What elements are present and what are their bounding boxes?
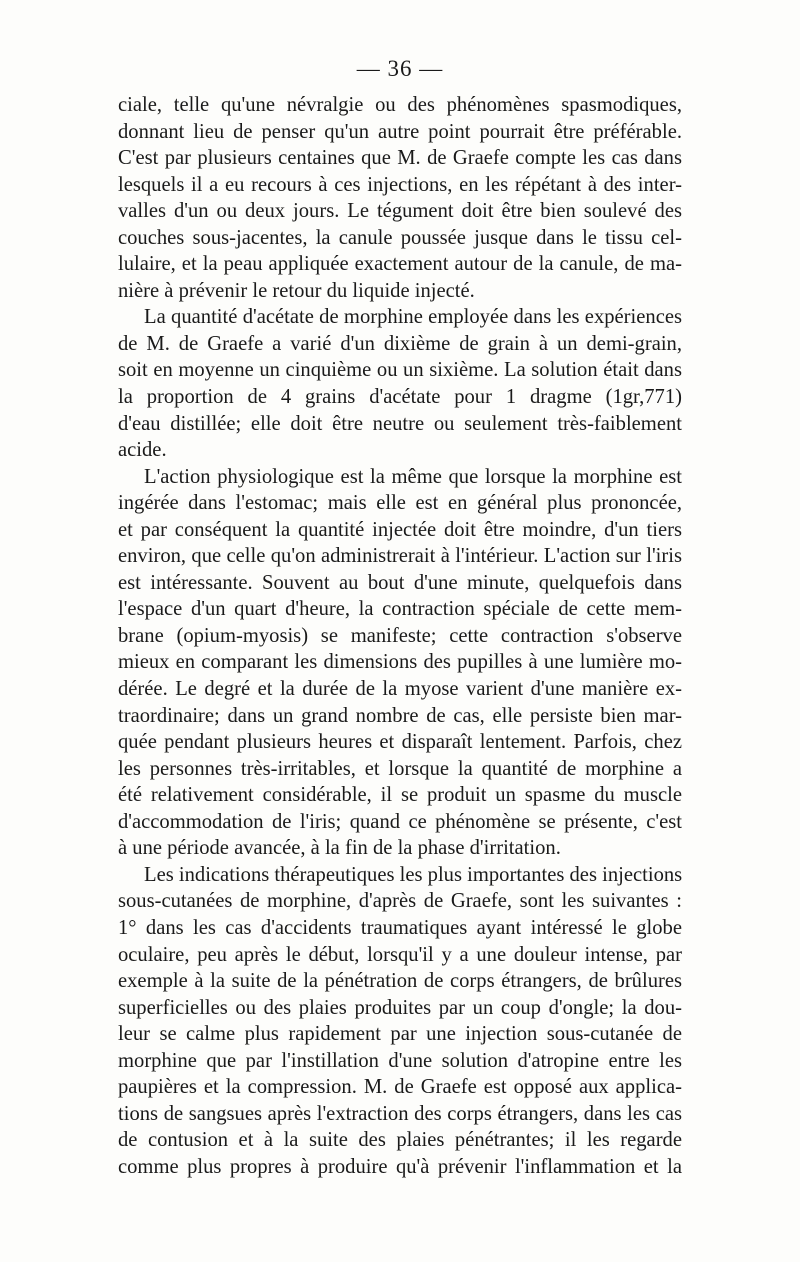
text-line: lesquels il a eu recours à ces injections, en les répétant à des inter- xyxy=(118,173,682,196)
text-line: traordinaire; dans un grand nombre de cas, elle persiste bien mar- xyxy=(118,704,682,727)
page-number: — 36 — xyxy=(356,56,444,81)
text-line: oculaire, peu après le début, lorsqu'il y a une douleur intense, par xyxy=(118,943,682,966)
text-line: C'est par plusieurs centaines que M. de Graefe compte les cas dans xyxy=(118,147,682,170)
paragraph xyxy=(118,464,682,862)
text-line: nière à prévenir le retour du liquide injecté. xyxy=(118,279,475,302)
text-line: de contusion et à la suite des plaies pénétrantes; il les regarde xyxy=(118,1129,682,1152)
text-line: quée pendant plusieurs heures et disparaît lentement. Parfois, chez xyxy=(118,731,682,754)
text-line: les personnes très-irritables, et lorsque la quantité de morphine a xyxy=(118,757,682,780)
text-line: 1° dans les cas d'accidents traumatiques ayant intéressé le globe xyxy=(118,916,682,939)
text-line: exemple à la suite de la pénétration de corps étrangers, de brûlures xyxy=(118,970,682,993)
body-text xyxy=(118,92,682,1180)
text-line: couches sous-jacentes, la canule poussée jusque dans le tissu cel- xyxy=(118,226,682,249)
text-line: L'action physiologique est la même que lorsque la morphine est xyxy=(144,465,682,488)
text-line: sous-cutanées de morphine, d'après de Graefe, sont les suivantes : xyxy=(118,890,682,913)
text-line: ciale, telle qu'une névralgie ou des phénomènes spasmodiques, xyxy=(118,94,682,116)
text-line: acide. xyxy=(118,439,167,462)
text-line: la proportion de 4 grains d'acétate pour 1 dragme (1gr,771) xyxy=(118,386,682,409)
text-line: et par conséquent la quantité injectée doit être moindre, d'un tiers xyxy=(118,518,682,541)
text-line: est intéressante. Souvent au bout d'une minute, quelquefois dans xyxy=(118,571,682,594)
text-line: leur se calme plus rapidement par une injection sous-cutanée de xyxy=(118,1023,682,1046)
paragraph xyxy=(118,92,682,304)
text-line: morphine que par l'instillation d'une solution d'atropine entre les xyxy=(118,1049,682,1072)
text-line: d'eau distillée; elle doit être neutre ou seulement très-faiblement xyxy=(118,412,682,435)
text-line: l'espace d'un quart d'heure, la contraction spéciale de cette mem- xyxy=(118,598,682,621)
text-line: paupières et la compression. M. de Graefe est opposé aux applica- xyxy=(118,1076,682,1099)
text-line: de M. de Graefe a varié d'un dixième de grain à un demi-grain, xyxy=(118,332,682,355)
text-line: ingérée dans l'estomac; mais elle est en général plus prononcée, xyxy=(118,492,682,515)
text-line: d'accommodation de l'iris; quand ce phénomène se présente, c'est xyxy=(118,810,682,833)
paragraph xyxy=(118,304,682,463)
text-line: Les indications thérapeutiques les plus importantes des injections xyxy=(144,863,682,886)
text-line: superficielles ou des plaies produites par un coup d'ongle; la dou- xyxy=(118,996,682,1019)
text-line: brane (opium-myosis) se manifeste; cette contraction s'observe xyxy=(118,624,682,647)
text-line: valles d'un ou deux jours. Le tégument doit être bien soulevé des xyxy=(118,200,682,223)
text-line: mieux en comparant les dimensions des pupilles à une lumière mo- xyxy=(118,651,682,674)
text-line: dérée. Le degré et la durée de la myose varient d'une manière ex- xyxy=(118,678,682,701)
text-line: donnant lieu de penser qu'un autre point pourrait être préférable. xyxy=(118,120,682,143)
paragraph xyxy=(118,862,682,1181)
text-line: environ, que celle qu'on administrerait à l'intérieur. L'action sur l'iris xyxy=(118,545,682,568)
text-line: tions de sangsues après l'extraction des corps étrangers, dans les cas xyxy=(118,1102,682,1125)
text-line: La quantité d'acétate de morphine employée dans les expériences xyxy=(144,306,682,329)
text-line: à une période avancée, à la fin de la phase d'irritation. xyxy=(118,837,561,860)
text-line: lulaire, et la peau appliquée exactement autour de la canule, de ma- xyxy=(118,253,682,276)
text-line: comme plus propres à produire qu'à prévenir l'inflammation et la xyxy=(118,1155,682,1178)
text-line: soit en moyenne un cinquième ou un sixième. La solution était dans xyxy=(118,359,682,382)
text-line: été relativement considérable, il se produit un spasme du muscle xyxy=(118,784,682,807)
